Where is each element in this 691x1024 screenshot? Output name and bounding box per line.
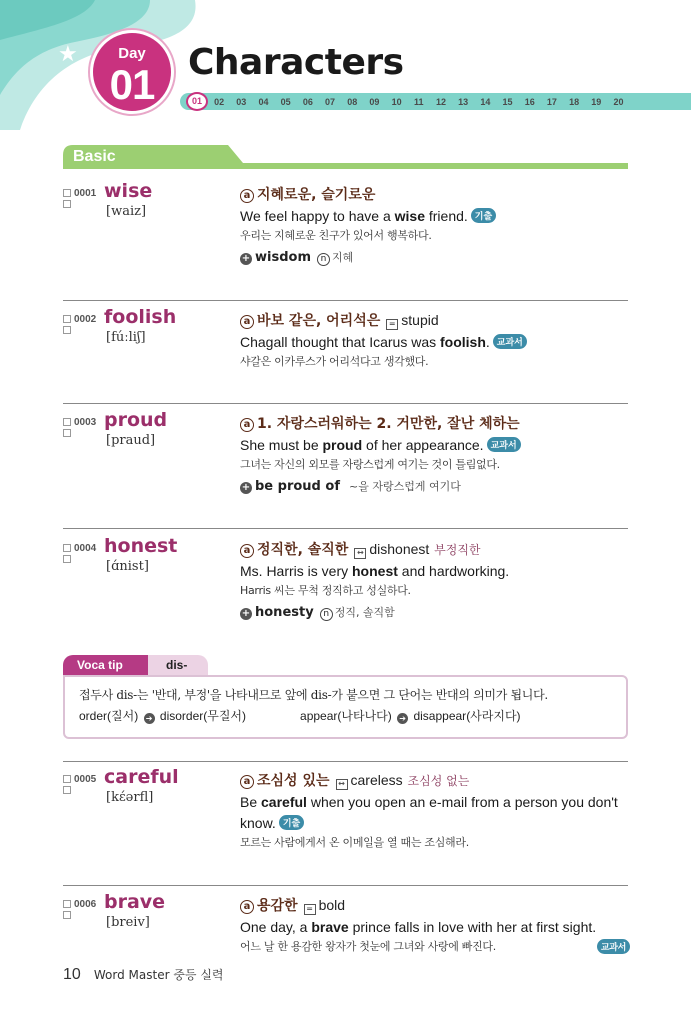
- synonym: stupid: [401, 312, 439, 328]
- entry-number: 0002: [74, 314, 97, 325]
- headword: foolish: [104, 306, 177, 328]
- plus-icon: +: [241, 608, 251, 619]
- derivative: [240, 478, 630, 494]
- entry-number: 0003: [74, 417, 97, 428]
- day-number: 01: [109, 61, 155, 108]
- derivative-meaning: 지혜: [332, 251, 354, 264]
- checkbox[interactable]: [63, 544, 71, 552]
- day-index-16: 16: [524, 96, 535, 107]
- arrow-icon: ➔: [397, 713, 408, 724]
- adjective-icon: a: [240, 775, 254, 789]
- checkbox[interactable]: [63, 200, 71, 208]
- section-label: Basic: [73, 148, 116, 165]
- voca-tip-pair: order(질서) ➔ disorder(무질서): [79, 709, 247, 723]
- source-badge: 기출: [471, 208, 496, 223]
- divider: [63, 528, 628, 529]
- divider: [63, 761, 628, 762]
- checkbox[interactable]: [63, 775, 71, 783]
- page-number: 10: [63, 966, 81, 983]
- derivative-meaning: 정직, 솔직함: [334, 606, 395, 619]
- synonym-icon: =: [304, 904, 316, 915]
- headword: wise: [104, 180, 153, 202]
- source-badge: 교과서: [597, 939, 630, 954]
- meaning: 1. 자랑스러워하는 2. 거만한, 잘난 체하는: [257, 416, 520, 432]
- page-footer: [63, 964, 224, 984]
- day-index-10: 10: [391, 96, 402, 107]
- voca-tip-box: [63, 675, 628, 739]
- headword: honest: [104, 535, 178, 557]
- translation: 어느 날 한 용감한 왕자가 첫눈에 그녀와 사랑에 빠진다. 교과서: [240, 938, 630, 956]
- meaning: 조심성 있는: [257, 773, 330, 789]
- voca-tip-tab: Voca tip: [63, 655, 153, 675]
- derivative: [240, 249, 630, 266]
- day-index: [186, 93, 630, 110]
- translation: 샤갈은 이카루스가 어리석다고 생각했다.: [240, 355, 429, 368]
- synonym: bold: [318, 897, 346, 913]
- synonym-icon: =: [386, 319, 398, 330]
- checkbox[interactable]: [63, 911, 71, 919]
- source-badge: 교과서: [487, 437, 521, 452]
- antonym-meaning: 조심성 없는: [407, 774, 470, 788]
- noun-icon: n: [320, 608, 333, 621]
- day-index-04: 04: [258, 96, 269, 107]
- translation: 그녀는 자신의 외모를 자랑스럽게 여기는 것이 틀림없다.: [240, 458, 500, 471]
- derivative-word: wisdom: [255, 250, 311, 265]
- section-banner: [63, 145, 628, 169]
- plus-icon: +: [241, 482, 251, 493]
- pronunciation: [fúːliʃ]: [106, 330, 146, 345]
- entry-number: 0005: [74, 774, 97, 785]
- pronunciation: [kɛ́ərfl]: [106, 790, 154, 805]
- derivative-word: honesty: [255, 605, 314, 620]
- entry-number: 0004: [74, 543, 97, 554]
- voca-tip-text: 접두사 dis-는 '반대, 부정'을 나타내므로 앞에 dis-가 붙으면 그 단어는 반대의 의미가 됩니다.: [79, 688, 548, 702]
- day-index-11: 11: [414, 96, 424, 107]
- example-sentence: Be careful when you open an e-mail from a person you don't know. 기출: [240, 794, 618, 831]
- checkbox[interactable]: [63, 900, 71, 908]
- adjective-icon: a: [240, 900, 254, 914]
- checkbox[interactable]: [63, 555, 71, 563]
- divider: [63, 885, 628, 886]
- meaning: 지혜로운, 슬기로운: [257, 187, 376, 203]
- translation: 우리는 지혜로운 친구가 있어서 행복하다.: [240, 229, 432, 242]
- headword: careful: [104, 766, 179, 788]
- checkbox[interactable]: [63, 315, 71, 323]
- adjective-icon: a: [240, 315, 254, 329]
- day-index-03: 03: [236, 96, 247, 107]
- day-index-06: 06: [302, 96, 313, 107]
- day-label: Day: [118, 45, 146, 62]
- pronunciation: [breiv]: [106, 915, 150, 930]
- day-index-08: 08: [347, 96, 358, 107]
- adjective-icon: a: [240, 544, 254, 558]
- antonym: careless: [350, 772, 403, 788]
- meaning: 용감한: [257, 898, 298, 914]
- day-index-19: 19: [591, 96, 602, 107]
- star-icon: ★: [58, 42, 78, 67]
- example-sentence: Chagall thought that Icarus was foolish. 교과서: [240, 332, 630, 353]
- antonym-meaning: 부정직한: [434, 543, 481, 557]
- example-sentence: She must be proud of her appearance. 교과서: [240, 435, 630, 456]
- plus-icon: +: [241, 253, 251, 264]
- derivative: [240, 604, 630, 621]
- day-badge: [90, 30, 174, 114]
- day-index-17: 17: [546, 96, 557, 107]
- day-index-01: 01: [186, 92, 208, 111]
- antonym-icon: ↔: [336, 779, 348, 790]
- meaning: 바보 같은, 어리석은: [257, 313, 381, 329]
- source-badge: 기출: [279, 815, 304, 830]
- adjective-icon: a: [240, 418, 254, 432]
- book-title: Word Master 중등 실력: [93, 968, 224, 982]
- divider: [63, 403, 628, 404]
- translation: 모르는 사람에게서 온 이메일을 열 때는 조심해라.: [240, 836, 469, 849]
- pronunciation: [ɑ́nist]: [106, 559, 149, 574]
- divider: [63, 300, 628, 301]
- translation: Harris 씨는 무척 정직하고 성실하다.: [240, 584, 411, 597]
- day-index-09: 09: [369, 96, 380, 107]
- day-index-05: 05: [280, 96, 291, 107]
- day-index-12: 12: [435, 96, 446, 107]
- pronunciation: [praud]: [106, 433, 156, 448]
- example-sentence: One day, a brave prince falls in love with her at first sight.: [240, 919, 597, 935]
- checkbox[interactable]: [63, 786, 71, 794]
- checkbox[interactable]: [63, 326, 71, 334]
- page-title: Characters: [188, 42, 404, 83]
- derivative-meaning: ~을 자랑스럽게 여기다: [349, 480, 461, 493]
- headword: brave: [104, 891, 166, 913]
- headword: proud: [104, 409, 168, 431]
- day-index-13: 13: [458, 96, 469, 107]
- pronunciation: [waiz]: [106, 204, 147, 219]
- adjective-icon: a: [240, 189, 254, 203]
- checkbox[interactable]: [63, 189, 71, 197]
- checkbox[interactable]: [63, 418, 71, 426]
- day-index-14: 14: [480, 96, 491, 107]
- antonym-icon: ↔: [354, 548, 366, 559]
- day-index-07: 07: [325, 96, 336, 107]
- checkbox[interactable]: [63, 429, 71, 437]
- noun-icon: n: [317, 253, 330, 266]
- day-index-02: 02: [214, 96, 225, 107]
- arrow-icon: ➔: [144, 713, 155, 724]
- derivative-word: be proud of: [255, 479, 340, 494]
- example-sentence: Ms. Harris is very honest and hardworking.: [240, 563, 510, 579]
- day-index-18: 18: [569, 96, 580, 107]
- antonym: dishonest: [369, 541, 430, 557]
- source-badge: 교과서: [493, 334, 527, 349]
- meaning: 정직한, 솔직한: [257, 542, 349, 558]
- example-sentence: We feel happy to have a wise friend. 기출: [240, 206, 630, 227]
- day-index-20: 20: [613, 96, 624, 107]
- voca-tip-title: dis-: [148, 655, 208, 675]
- entry-number: 0006: [74, 899, 97, 910]
- entry-number: 0001: [74, 188, 97, 199]
- day-index-15: 15: [502, 96, 513, 107]
- voca-tip-pair: appear(나타나다) ➔ disappear(사라지다): [300, 709, 521, 723]
